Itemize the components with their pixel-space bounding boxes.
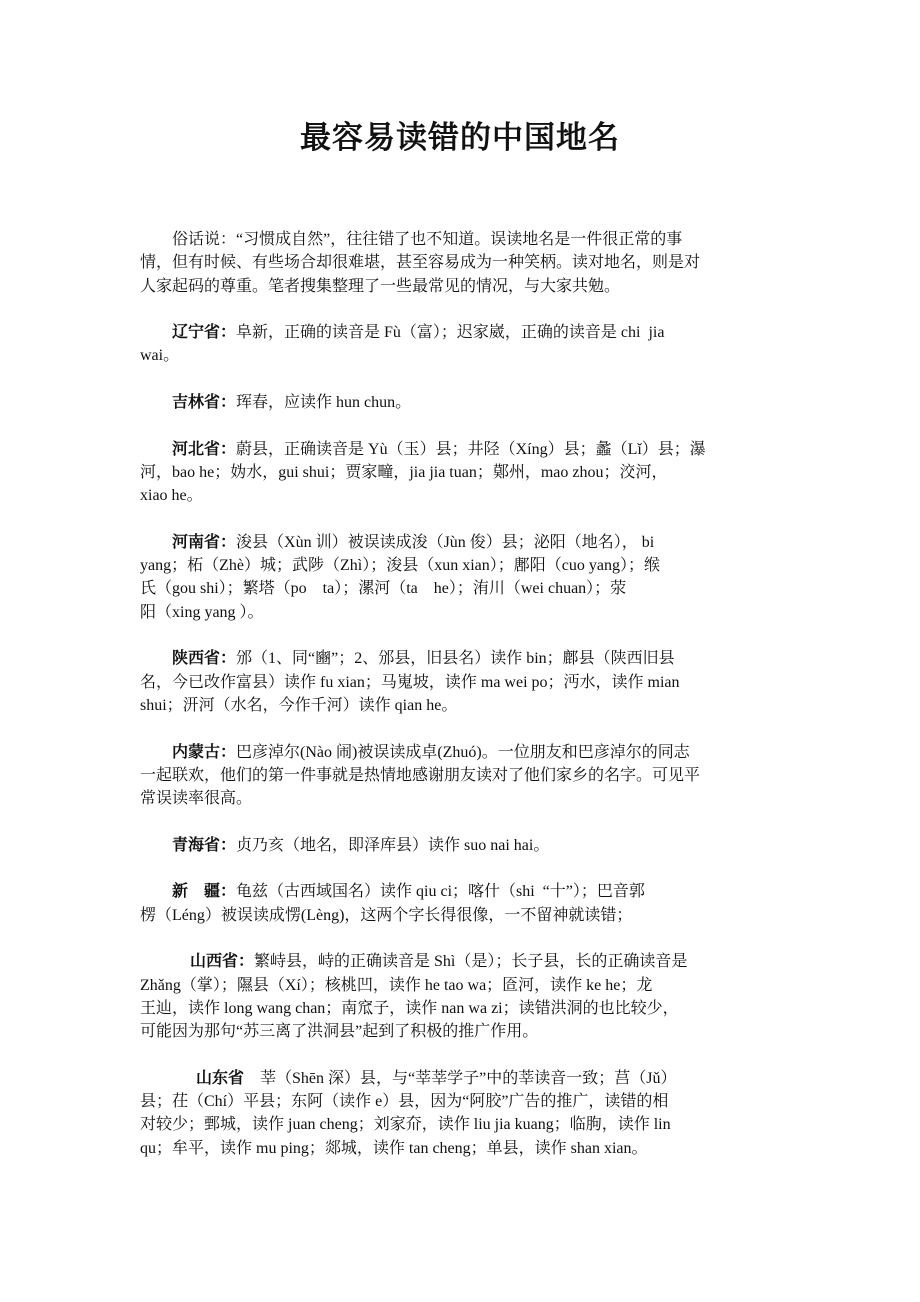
line-text: 龟兹（古西域国名）读作 qiu ci；喀什（shi “十”）；巴音郭 xyxy=(236,883,645,901)
line-text: 一起联欢，他们的第一件事就是热情地感谢朋友读对了他们家乡的名字。可见平 xyxy=(140,766,701,784)
line-text: 贞乃亥（地名，即泽库县）读作 suo nai hai。 xyxy=(236,836,550,854)
text-line xyxy=(140,344,805,367)
region-label: 内蒙古： xyxy=(172,743,237,761)
line-text: 河，bao he；妫水，gui shui；贾家疃，jia jia tuan；鄚州，mao zhou；洨河， xyxy=(140,463,668,481)
line-text: 阜新，正确的读音是 Fù（富）；迟家崴，正确的读音是 chi jia xyxy=(236,324,665,342)
document-body xyxy=(140,228,805,1183)
text-line xyxy=(140,484,805,507)
paragraph xyxy=(140,950,805,1043)
line-text: 情，但有时候、有些场合却很难堪，甚至容易成为一种笑柄。读对地名，则是对 xyxy=(140,254,701,272)
text-line xyxy=(140,601,805,624)
region-label: 河南省： xyxy=(172,533,237,551)
text-line xyxy=(140,764,805,787)
text-line xyxy=(140,1137,805,1160)
paragraph xyxy=(140,438,805,508)
region-label: 辽宁省： xyxy=(172,324,237,342)
text-line xyxy=(140,461,805,484)
paragraph xyxy=(140,531,805,624)
text-line xyxy=(140,1067,805,1090)
paragraph xyxy=(140,228,805,298)
paragraph xyxy=(140,321,805,368)
text-line xyxy=(140,531,805,554)
region-label: 青海省： xyxy=(172,836,237,854)
line-text: qu；牟平，读作 mu ping；郯城，读作 tan cheng；单县，读作 shan xian。 xyxy=(140,1139,648,1157)
region-label: 新 疆： xyxy=(172,883,237,901)
text-line xyxy=(140,391,805,414)
text-line xyxy=(140,834,805,857)
paragraph xyxy=(140,834,805,857)
text-line xyxy=(140,251,805,274)
text-line xyxy=(140,228,805,251)
text-line xyxy=(140,694,805,717)
line-text: 邠（1、同“豳”；2、邠县，旧县名）读作 bin；鄜县（陕西旧县 xyxy=(236,650,675,668)
region-label: 山西省： xyxy=(190,953,255,971)
line-text: 珲春，应读作 hun chun。 xyxy=(236,394,412,412)
line-text: yang；柘（Zhè）城；武陟（Zhì）；浚县（xun xian）；鄌阳（cuo yang）；缑 xyxy=(140,557,660,575)
line-text: 阳（xing yang ）。 xyxy=(140,603,264,621)
text-line xyxy=(140,1090,805,1113)
line-text: 蔚县，正确读音是 Yù（玉）县；井陉（Xíng）县；蠡（Lǐ）县；瀑 xyxy=(236,440,706,458)
line-text: 楞（Léng）被误读成愣(Lèng)，这两个字长得很像，一不留神就读错； xyxy=(140,906,633,924)
text-line xyxy=(140,577,805,600)
text-line xyxy=(140,275,805,298)
paragraph xyxy=(140,647,805,717)
line-text: 氏（gou shi）；繁塔（po ta）；漯河（ta he）；洧川（wei chuan）；荥 xyxy=(140,580,627,598)
paragraph xyxy=(140,880,805,927)
paragraph xyxy=(140,1067,805,1160)
text-line xyxy=(140,321,805,344)
paragraph xyxy=(140,741,805,811)
line-text: 繁峙县，峙的正确读音是 Shì（是）；长子县，长的正确读音是 xyxy=(254,953,688,971)
line-text: 浚县（Xùn 训）被误读成浚（Jùn 俊）县；泌阳（地名）， bi xyxy=(236,533,655,551)
text-line xyxy=(140,880,805,903)
line-text: 俗话说：“习惯成自然”，往往错了也不知道。误读地名是一件很正常的事 xyxy=(172,231,683,248)
line-text: 王辿，读作 long wang chan；南窊子，读作 nan wa zi；读错洪洞的也比较少， xyxy=(140,999,679,1017)
document-title: 最容易读错的中国地名 xyxy=(300,120,620,155)
line-text: shui；汧河（水名，今作千河）读作 qian he。 xyxy=(140,696,458,714)
region-label: 吉林省： xyxy=(172,394,237,412)
line-text: 对较少；鄄城，读作 juan cheng；刘家夼，读作 liu jia kuang；临朐，读作 lin xyxy=(140,1116,671,1134)
text-line xyxy=(140,1020,805,1043)
line-text: 巴彦淖尔(Nào 闹)被误读成卓(Zhuó)。一位朋友和巴彦淖尔的同志 xyxy=(236,743,690,761)
text-line xyxy=(140,1113,805,1136)
text-line xyxy=(140,438,805,461)
line-text: 县；茌（Chí）平县；东阿（读作 e）县，因为“阿胶”广告的推广，读错的相 xyxy=(140,1092,669,1110)
region-label: 陕西省： xyxy=(172,650,237,668)
region-label: 山东省 xyxy=(196,1069,261,1087)
text-line xyxy=(140,787,805,810)
line-text: wai。 xyxy=(140,347,180,365)
line-text: 常误读率很高。 xyxy=(140,790,253,808)
text-line xyxy=(140,554,805,577)
line-text: 莘（Shēn 深）县，与“莘莘学子”中的莘读音一致；莒（Jǔ） xyxy=(260,1069,677,1087)
text-line xyxy=(140,647,805,670)
line-text: 名，今已改作富县）读作 fu xian；马嵬坡，读作 ma wei po；沔水，读作 mian xyxy=(140,673,680,691)
line-text: 人家起码的尊重。笔者搜集整理了一些最常见的情况，与大家共勉。 xyxy=(140,277,621,295)
text-line xyxy=(140,974,805,997)
paragraph xyxy=(140,391,805,414)
text-line xyxy=(140,997,805,1020)
line-text: xiao he。 xyxy=(140,487,203,505)
text-line xyxy=(140,950,805,973)
text-line xyxy=(140,671,805,694)
text-line xyxy=(140,741,805,764)
line-text: Zhǎng（掌）；隰县（Xí）；核桃凹，读作 he tao wa；匼河，读作 ke he；龙 xyxy=(140,976,653,994)
line-text: 可能因为那句“苏三离了洪洞县”起到了积极的推广作用。 xyxy=(140,1023,539,1041)
text-line xyxy=(140,904,805,927)
region-label: 河北省： xyxy=(172,440,237,458)
